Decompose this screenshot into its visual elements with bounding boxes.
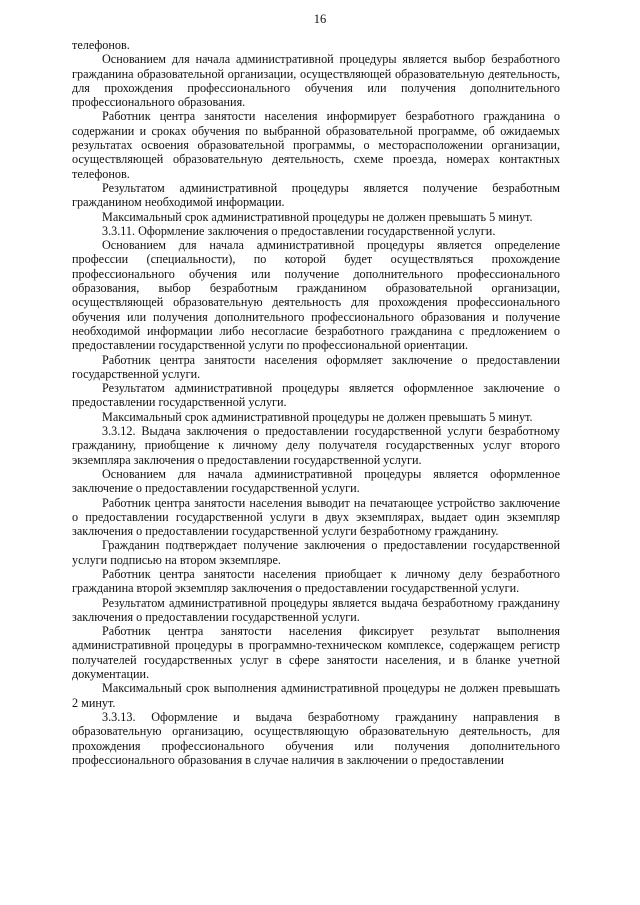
- page-number: 16: [313, 12, 327, 26]
- paragraph: Работник центра занятости населения приобщает к личному делу безработного гражданина второй экземпляр заключения о предоставлении государственной услуги.: [72, 566, 560, 596]
- paragraph: Максимальный срок административной процедуры не должен превышать 5 минут.: [102, 209, 533, 224]
- paragraph: Результатом административной процедуры является получение безработным гражданином необходимой информации.: [72, 180, 560, 210]
- paragraph: Основанием для начала административной процедуры является оформленное заключение о предоставлении государственной услуги.: [72, 466, 560, 496]
- paragraph: Гражданин подтверждает получение заключения о предоставлении государственной услуги подписью на втором экземпляре.: [72, 538, 560, 567]
- paragraph: Максимальный срок административной процедуры не должен превышать 5 минут.: [102, 409, 533, 424]
- paragraph: Основанием для начала административной процедуры является определение профессии (специальности), по которой будет осуществляться прохождение профессионального обучения или получение дополнительного профессионального образования, выбор безработным гражданином образовательной организации, осуществляющей образовательную деятельность для прохождения профессионального обучения или получения дополнительного профессионального образования и получение необходимой информации либо несогласие безработного гражданина с предложением о предоставлении государственной услуги по профессиональной ориентации.: [72, 238, 560, 353]
- paragraph: Работник центра занятости населения информирует безработного гражданина о содержании и сроках обучения по выбранной образовательной программе, об ожидаемых результатах освоения образовательной программы, о месторасположении организации, осуществляющей образовательную деятельность, схеме проезда, номерах контактных телефонов.: [72, 109, 560, 181]
- section-heading: 3.3.11. Оформление заключения о предоставлении государственной услуги.: [102, 223, 496, 238]
- paragraph: Максимальный срок выполнения административной процедуры не должен превышать 2 минут.: [72, 681, 560, 710]
- paragraph: Результатом административной процедуры является оформленное заключение о предоставлении государственной услуги.: [72, 381, 560, 410]
- paragraph: телефонов.: [72, 38, 130, 52]
- paragraph: Работник центра занятости населения оформляет заключение о предоставлении государственной услуги.: [72, 352, 560, 381]
- paragraph: Результатом административной процедуры является выдача безработному гражданину заключения о предоставлении государственной услуги.: [72, 595, 560, 624]
- document-body: [72, 38, 560, 767]
- paragraph: Основанием для начала административной процедуры является выбор безработного гражданина образовательной организации, осуществляющей образовательную деятельность, для прохождения профессионального обучения или получения дополнительного профессионального образования.: [72, 52, 560, 110]
- paragraph: Работник центра занятости населения выводит на печатающее устройство заключение о предоставлении государственной услуги в двух экземплярах, выдает один экземпляр заключения о предоставлении государственной услуги безработному гражданину.: [72, 495, 560, 539]
- section-heading: 3.3.13. Оформление и выдача безработному гражданину направления в образовательную организацию, осуществляющую образовательную деятельность, для прохождения профессионального обучения или получения дополнительного профессионального образования в случае наличия в заключении о предоставлении: [72, 709, 560, 767]
- section-heading: 3.3.12. Выдача заключения о предоставлении государственной услуги безработному гражданину, приобщение к личному делу получателя государственных услуг второго экземпляра заключения о предоставлении государственной услуги.: [72, 424, 560, 467]
- paragraph: Работник центра занятости населения фиксирует результат выполнения административной процедуры в программно-техническом комплексе, содержащем регистр получателей государственных услуг в сфере занятости населения, и в бланке учетной документации.: [72, 624, 560, 682]
